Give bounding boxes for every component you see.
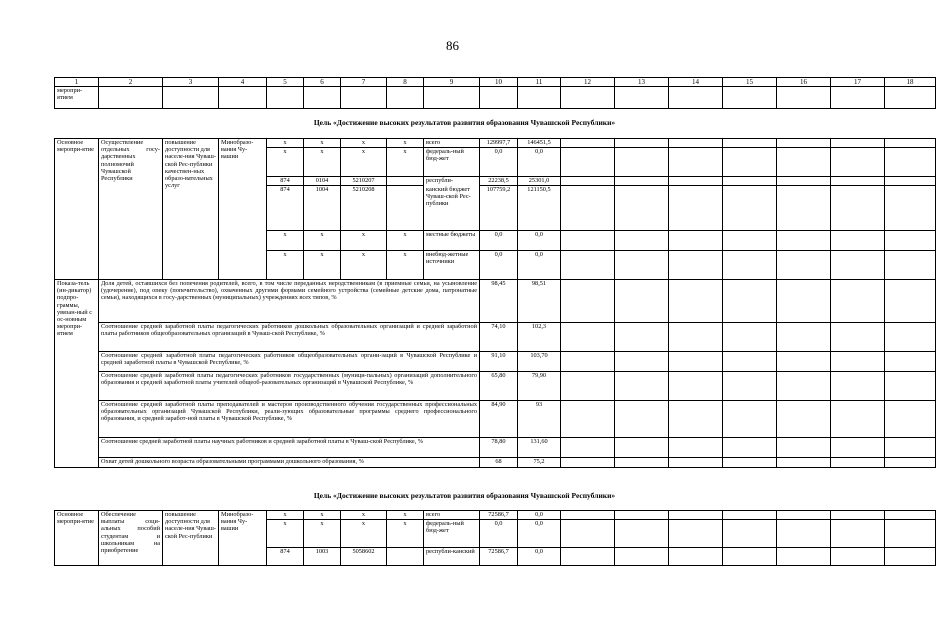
block1-table bbox=[54, 138, 936, 468]
col-num: 5 bbox=[267, 78, 304, 87]
indicator-text: Соотношение средней заработной платы преподавателей и мастеров производственного обучения государственных профессиональных образовательных организаций Чувашской Республики, реали-зующих образовательные программы среднего профессионального образования, и средней заработ-ной платы в Чувашской Республике, % bbox=[99, 401, 480, 438]
col-num: 13 bbox=[615, 78, 669, 87]
col-num: 12 bbox=[561, 78, 615, 87]
cell: x bbox=[387, 231, 424, 251]
indicator-text: Соотношение средней заработной платы педагогических работников общеобразовательных органи-заций в Чувашской Республике и средней заработной платы в Чувашской Республике, % bbox=[99, 352, 480, 372]
value-col11: 0,0 bbox=[518, 148, 561, 177]
value-col10: 72586,7 bbox=[480, 548, 518, 566]
column-number-row bbox=[55, 78, 936, 87]
col-num: 15 bbox=[723, 78, 777, 87]
value-col10: 129997,7 bbox=[480, 139, 518, 148]
value-col11: 75,2 bbox=[518, 458, 561, 468]
value-col10: 98,45 bbox=[480, 280, 518, 323]
value-col10: 0,0 bbox=[480, 251, 518, 280]
value-col11: 0,0 bbox=[518, 520, 561, 548]
cell: x bbox=[387, 511, 424, 520]
funding-source: внебюд-жетные источники bbox=[424, 251, 480, 280]
cell: 1004 bbox=[304, 186, 341, 231]
cell bbox=[387, 177, 424, 186]
cell: x bbox=[341, 139, 387, 148]
value-col11: 121150,5 bbox=[518, 186, 561, 231]
value-col11: 146451,5 bbox=[518, 139, 561, 148]
cont-label: меропри-ятием bbox=[55, 87, 99, 109]
col-num: 18 bbox=[885, 78, 936, 87]
funding-source: канский бюджет Чуваш-ской Рес-публики bbox=[424, 186, 480, 231]
cell: x bbox=[341, 511, 387, 520]
indicator-text: Соотношение средней заработной платы педагогических работников дошкольных образовательных организаций и средней заработной платы работников общеобразовательных организаций в Чуваш-ской Республике, % bbox=[99, 323, 480, 352]
value-col11: 0,0 bbox=[518, 511, 561, 520]
cell: 0104 bbox=[304, 177, 341, 186]
page-number: 86 bbox=[446, 38, 459, 53]
col-num: 7 bbox=[341, 78, 387, 87]
value-col10: 84,90 bbox=[480, 401, 518, 438]
cell: x bbox=[387, 148, 424, 177]
funding-source: всего bbox=[424, 511, 480, 520]
value-col10: 22238,5 bbox=[480, 177, 518, 186]
col-num: 4 bbox=[219, 78, 267, 87]
col-num: 3 bbox=[163, 78, 219, 87]
cell: x bbox=[387, 139, 424, 148]
col-num: 17 bbox=[831, 78, 885, 87]
value-col11: 93 bbox=[518, 401, 561, 438]
funding-source: федераль-ный бюд-жет bbox=[424, 148, 480, 177]
value-col10: 0,0 bbox=[480, 231, 518, 251]
indicator-text: Соотношение средней заработной платы научных работников и средней заработной платы в Чуваш-ской Республике, % bbox=[99, 438, 480, 458]
value-col11: 102,3 bbox=[518, 323, 561, 352]
value-col11: 0,0 bbox=[518, 251, 561, 280]
activity-executor: Минобразо-вания Чу-вашии bbox=[219, 511, 267, 566]
col-num: 6 bbox=[304, 78, 341, 87]
activity-purpose: повышение доступности для населе-ния Чуваш-ской Рес-публики bbox=[163, 511, 219, 566]
activity-type: Основное меропри-ятие bbox=[55, 511, 99, 566]
goal-heading-1: Цель «Достижение высоких результатов развития образования Чувашской Республики» bbox=[313, 118, 616, 127]
col-num: 11 bbox=[518, 78, 561, 87]
continuation-row bbox=[55, 87, 936, 109]
cell: 5210207 bbox=[341, 177, 387, 186]
value-col10: 74,10 bbox=[480, 323, 518, 352]
col-num: 16 bbox=[777, 78, 831, 87]
value-col10: 0,0 bbox=[480, 148, 518, 177]
value-col10: 68 bbox=[480, 458, 518, 468]
indicator-text: Соотношение средней заработной платы педагогических работников государственных (муници-пальных) организаций дополнительного образования и средней заработной платы учителей общеоб-разовательных организаций в Чувашской Республике, % bbox=[99, 372, 480, 401]
value-col10: 0,0 bbox=[480, 520, 518, 548]
cell: x bbox=[304, 139, 341, 148]
value-col10: 72586,7 bbox=[480, 511, 518, 520]
cell: 1003 bbox=[304, 548, 341, 566]
value-col11: 79,90 bbox=[518, 372, 561, 401]
col-num: 1 bbox=[55, 78, 99, 87]
value-col10: 107759,2 bbox=[480, 186, 518, 231]
cell: x bbox=[267, 511, 304, 520]
value-col11: 131,60 bbox=[518, 438, 561, 458]
cell: x bbox=[304, 231, 341, 251]
cell: x bbox=[267, 231, 304, 251]
value-col11: 98,51 bbox=[518, 280, 561, 323]
cell: 5058602 bbox=[341, 548, 387, 566]
cell: x bbox=[304, 148, 341, 177]
cell: x bbox=[387, 520, 424, 548]
indicator-text: Доля детей, оставшихся без попечения родителей, всего, в том числе переданных неродственникам (в приемные семьи, на усыновление (удочерение), под опеку (попечительство), охваченных другими формами семейного устройства (семейные детские дома, патронатные семьи), находящихся в госу-дарственных (муниципальных) учреждениях всех типов, % bbox=[99, 280, 480, 323]
cell: x bbox=[304, 511, 341, 520]
cell: 874 bbox=[267, 186, 304, 231]
value-col11: 0,0 bbox=[518, 231, 561, 251]
indicator-text: Охват детей дошкольного возраста образовательными программами дошкольного образования, % bbox=[99, 458, 480, 468]
cell: x bbox=[267, 139, 304, 148]
cell: 874 bbox=[267, 177, 304, 186]
col-num: 14 bbox=[669, 78, 723, 87]
col-num: 10 bbox=[480, 78, 518, 87]
col-num: 8 bbox=[387, 78, 424, 87]
cell: x bbox=[267, 520, 304, 548]
header-table bbox=[54, 77, 936, 109]
cell: x bbox=[341, 251, 387, 280]
col-num: 2 bbox=[99, 78, 163, 87]
cell: x bbox=[341, 148, 387, 177]
goal-heading-2: Цель «Достижение высоких результатов развития образования Чувашской Республики» bbox=[313, 491, 616, 500]
activity-executor: Минобразо-вания Чу-вашии bbox=[219, 139, 267, 280]
funding-source: всего bbox=[424, 139, 480, 148]
value-col10: 91,10 bbox=[480, 352, 518, 372]
cell: x bbox=[304, 251, 341, 280]
activity-type: Основное меропри-ятие bbox=[55, 139, 99, 280]
col-num: 9 bbox=[424, 78, 480, 87]
block2-table bbox=[54, 510, 936, 566]
cell bbox=[387, 548, 424, 566]
cell: 5210208 bbox=[341, 186, 387, 231]
funding-source: федераль-ный бюд-жет bbox=[424, 520, 480, 548]
value-col11: 25301,0 bbox=[518, 177, 561, 186]
cell bbox=[387, 186, 424, 231]
activity-purpose: повышение доступности для населе-ния Чуваш-ской Рес-публики качествен-ных образо-вательных услуг bbox=[163, 139, 219, 280]
funding-source: республи-канский bbox=[424, 548, 480, 566]
indicator-label: Показа-тель (ин-дикатор) подпро-граммы, увязан-ный с ос-новным меропри-ятием bbox=[55, 280, 99, 468]
cell: x bbox=[304, 520, 341, 548]
cell: x bbox=[267, 148, 304, 177]
value-col11: 103,70 bbox=[518, 352, 561, 372]
value-col10: 78,80 bbox=[480, 438, 518, 458]
cell: x bbox=[387, 251, 424, 280]
value-col11: 0,0 bbox=[518, 548, 561, 566]
value-col10: 65,80 bbox=[480, 372, 518, 401]
activity-name: Обеспечение выплаты соци-альных пособий студентам и школьникам на приобретение bbox=[99, 511, 163, 566]
cell: 874 bbox=[267, 548, 304, 566]
cell: x bbox=[267, 251, 304, 280]
cell: x bbox=[341, 520, 387, 548]
funding-source: местные бюджеты bbox=[424, 231, 480, 251]
activity-name: Осуществление отдельных госу-дарственных полномочий Чувашской Республики bbox=[99, 139, 163, 280]
funding-source: республи- bbox=[424, 177, 480, 186]
cell: x bbox=[341, 231, 387, 251]
